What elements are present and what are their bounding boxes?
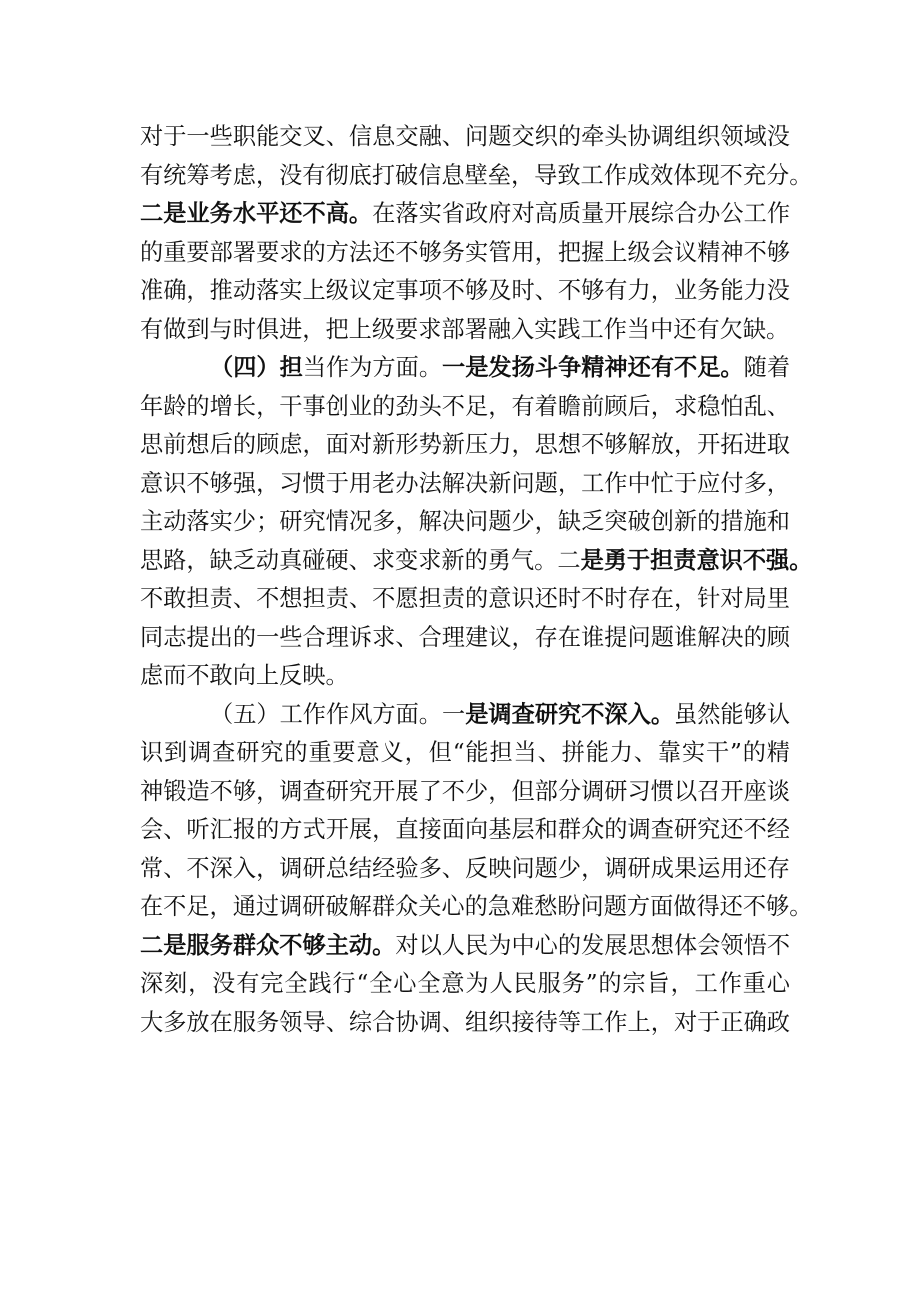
text-run: 大多放在服务领导、综合协调、组织接待等工作上，对于正确政 [140, 1008, 790, 1036]
text-line [140, 850, 790, 889]
text-line [140, 657, 790, 696]
text-run: 虑而不敢向上反映。 [140, 662, 349, 689]
text-run: 的重要部署要求的方法还不够务实管用，把握上级会议精神不够 [140, 238, 790, 266]
text-line [140, 619, 790, 658]
text-line [140, 388, 790, 427]
text-line [140, 426, 790, 465]
text-line [140, 234, 790, 273]
text-line [140, 272, 790, 311]
text-line [140, 811, 790, 850]
text-line [140, 1004, 790, 1043]
text-line [140, 118, 790, 157]
text-run: 主动落实少；研究情况多，解决问题少，缺乏突破创新的措施和 [140, 508, 790, 535]
text-run: 识到调查研究的重要意义，但“能担当、拼能力、靠实干”的精 [140, 739, 790, 766]
text-run: 深刻，没有完全践行“全心全意为人民服务”的宗旨，工作重心 [140, 970, 790, 997]
bold-text-run: 一是发扬斗争精神还有不足。 [442, 354, 744, 381]
text-run: 常、不深入，调研总结经验多、反映问题少，调研成果运用还存 [140, 854, 790, 882]
text-run: 对以人民为中心的发展思想体会领悟不 [395, 931, 791, 959]
text-run: 思前想后的顾虑，面对新形势新压力，思想不够解放，开拓进取 [140, 431, 790, 458]
text-run: 虽然能够认 [674, 700, 791, 728]
text-line [140, 927, 790, 966]
text-line [140, 195, 790, 234]
bold-text-run: 是调查研究不深入。 [465, 700, 675, 728]
text-line [140, 349, 790, 388]
text-run: 思路，缺乏动真碰硬、求变求新的勇气。二 [140, 546, 581, 574]
text-run: 会、听汇报的方式开展，直接面向基层和群众的调查研究还不经 [140, 816, 790, 843]
text-line [140, 734, 790, 773]
text-line [140, 157, 813, 196]
text-line [140, 503, 790, 542]
text-line [140, 580, 790, 619]
document-body [140, 118, 813, 1042]
text-run: 准确，推动落实上级议定事项不够及时、不够有力，业务能力没 [140, 277, 790, 304]
bold-text-run: 是勇于担责意识不强。 [580, 546, 813, 574]
text-run: 神锻造不够，调查研究开展了不少，但部分调研习惯以召开座谈 [140, 777, 790, 805]
text-line [140, 465, 790, 504]
text-run: 在落实省政府对高质量开展综合办公工作 [372, 200, 791, 227]
text-run: 当作为方面。 [302, 354, 443, 381]
text-run: 有统筹考虑，没有彻底打破信息壁垒，导致工作成效体现不充分。 [140, 161, 813, 189]
text-run: 同志提出的一些合理诉求、合理建议，存在谁提问题谁解决的顾 [140, 623, 790, 651]
text-line [140, 888, 813, 927]
text-run: 不敢担责、不想担责、不愿担责的意识还时不时存在，针对局里 [140, 585, 790, 612]
text-run: 在不足，通过调研破解群众关心的急难愁盼问题方面做得还不够。 [140, 893, 813, 920]
bold-text-run: 二是业务水平还不高。 [140, 200, 373, 227]
bold-text-run: （四）担 [210, 354, 303, 381]
text-run: 对于一些职能交叉、信息交融、问题交织的牵头协调组织领域没 [140, 123, 790, 150]
text-run: 有做到与时俱进，把上级要求部署融入实践工作当中还有欠缺。 [140, 315, 790, 343]
text-run: 随着 [743, 354, 791, 381]
text-run: （五）工作作风方面。一 [210, 700, 466, 728]
text-line [140, 542, 813, 581]
text-line [140, 696, 790, 735]
text-line [140, 965, 790, 1004]
text-line [140, 311, 790, 350]
text-line [140, 773, 790, 812]
text-run: 年龄的增长，干事创业的劲头不足，有着瞻前顾后，求稳怕乱、 [140, 392, 790, 420]
text-run: 意识不够强，习惯于用老办法解决新问题，工作中忙于应付多， [140, 469, 790, 497]
bold-text-run: 二是服务群众不够主动。 [140, 931, 396, 959]
